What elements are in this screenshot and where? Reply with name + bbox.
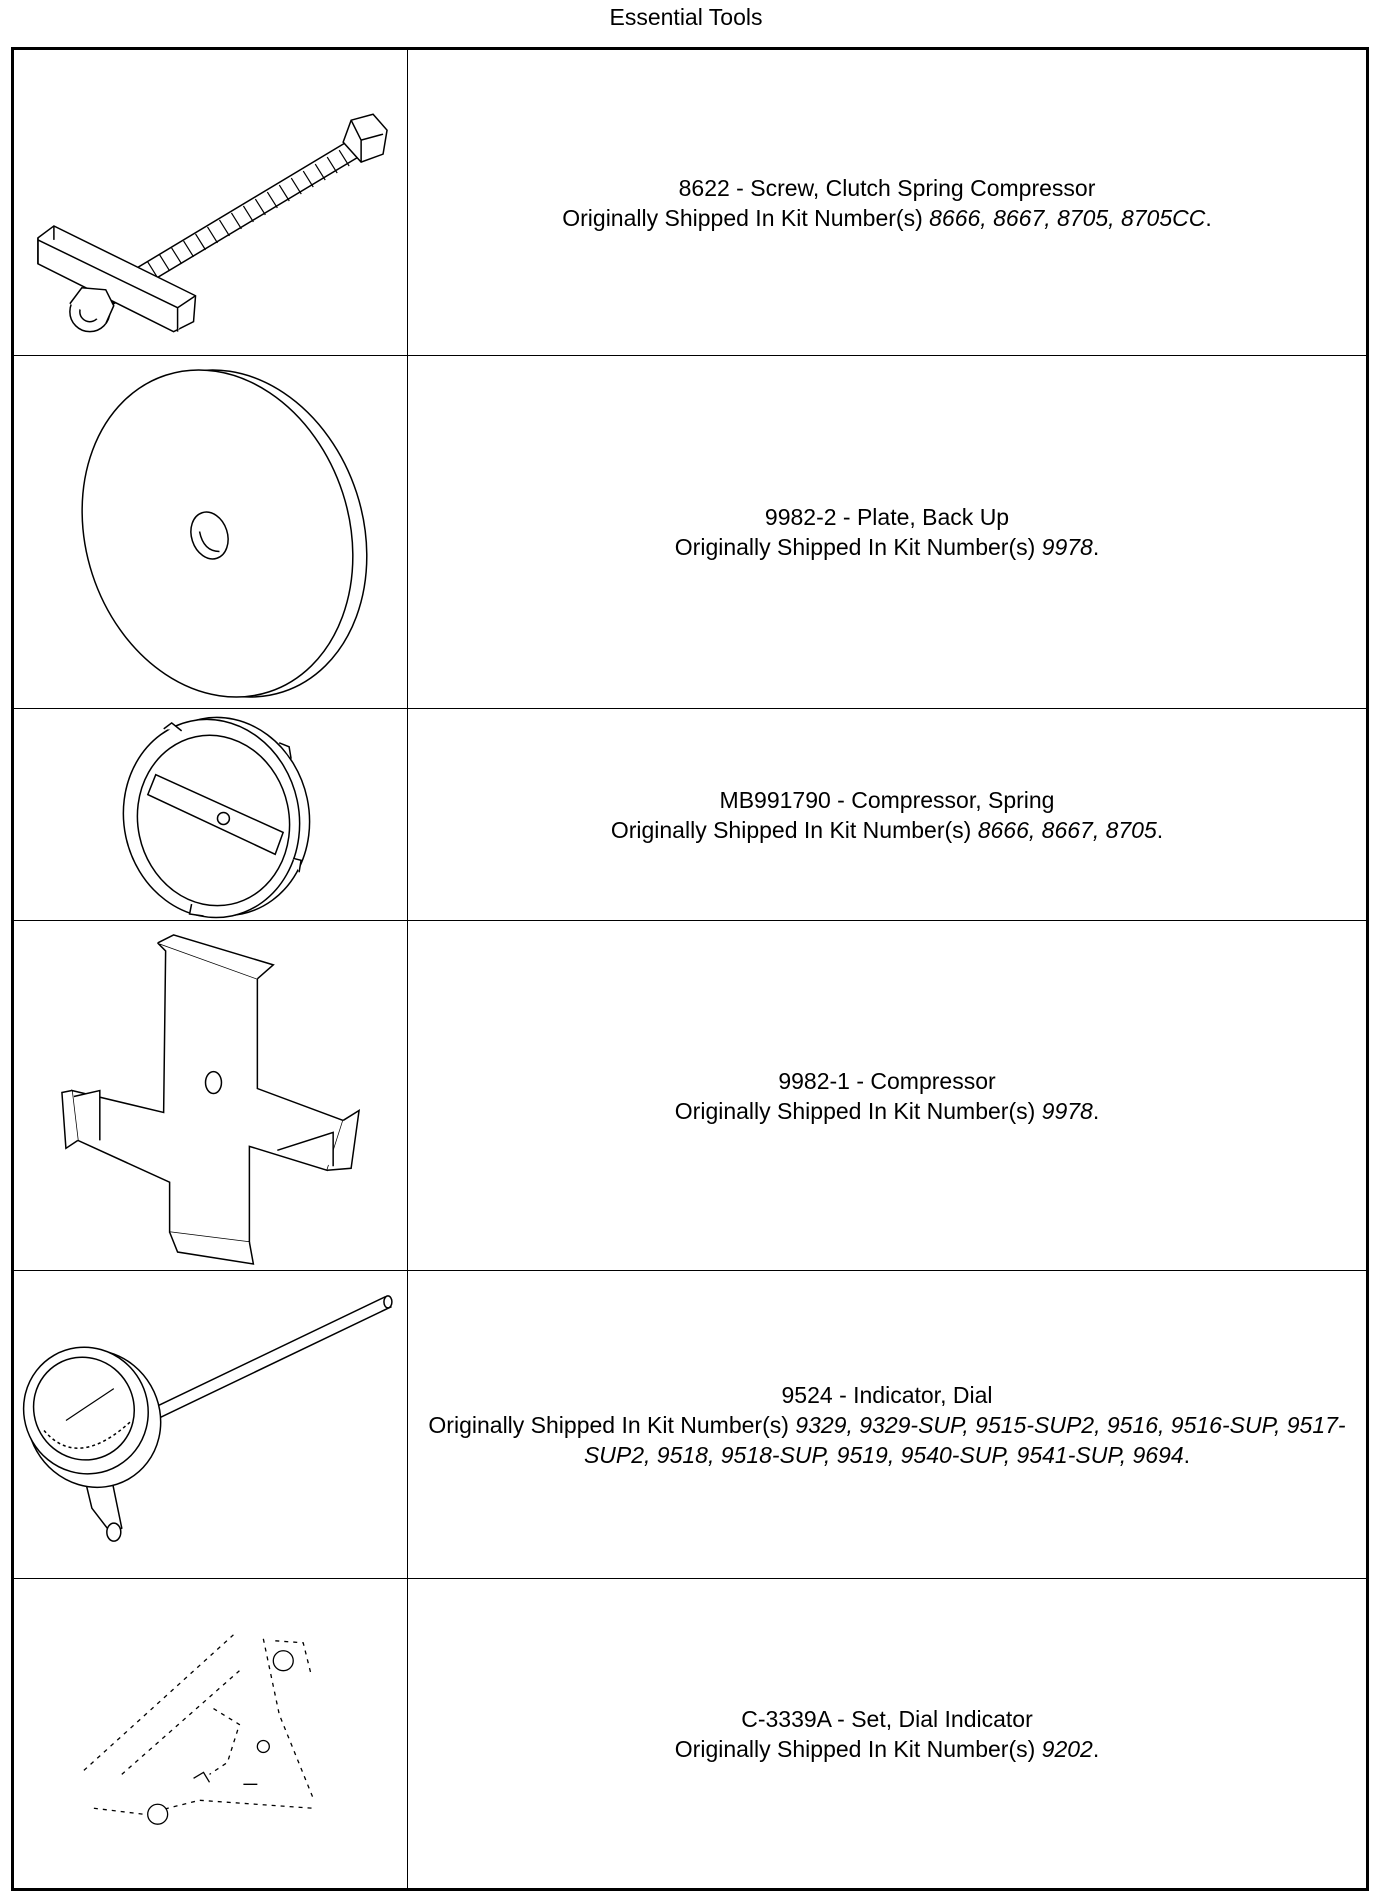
kit-prefix: Originally Shipped In Kit Number(s) bbox=[428, 1411, 789, 1438]
kit-prefix: Originally Shipped In Kit Number(s) bbox=[674, 1097, 1036, 1124]
tool-title: 9982-1 - Compressor bbox=[778, 1067, 996, 1094]
tool-image-cell bbox=[14, 50, 408, 355]
tool-title: MB991790 - Compressor, Spring bbox=[719, 786, 1055, 813]
dial-indicator-illustration bbox=[14, 1271, 407, 1578]
tool-kits: Originally Shipped In Kit Number(s) 9202. bbox=[674, 1735, 1100, 1762]
kit-numbers: 9329, 9329-SUP, 9515-SUP2, 9516, 9516-SUP, 9517-SUP2, 9518, 9518-SUP, 9519, 9540-SUP, 9541-SUP, 9694 bbox=[583, 1411, 1346, 1468]
tool-image-cell bbox=[14, 1271, 408, 1578]
tool-title: 8622 - Screw, Clutch Spring Compressor bbox=[678, 174, 1096, 201]
kit-prefix: Originally Shipped In Kit Number(s) bbox=[674, 1735, 1036, 1762]
kit-numbers: 9978 bbox=[1041, 1097, 1093, 1124]
tool-row bbox=[14, 708, 1366, 920]
kit-numbers: 9978 bbox=[1041, 534, 1093, 560]
tool-description bbox=[408, 709, 1366, 920]
tool-row bbox=[14, 920, 1366, 1270]
tool-title: C-3339A - Set, Dial Indicator bbox=[741, 1705, 1033, 1732]
clutch-spring-compressor-screw-illustration bbox=[14, 50, 407, 355]
tool-image-cell bbox=[14, 1579, 408, 1888]
tool-kits: Originally Shipped In Kit Number(s) 8666, 8667, 8705. bbox=[610, 816, 1164, 843]
tool-description bbox=[408, 1579, 1366, 1888]
tool-description bbox=[408, 1271, 1366, 1578]
tool-row bbox=[14, 50, 1366, 355]
kit-prefix: Originally Shipped In Kit Number(s) bbox=[674, 534, 1036, 560]
spring-compressor-ring-illustration bbox=[14, 709, 407, 920]
tool-description bbox=[408, 921, 1366, 1270]
tool-image-cell bbox=[14, 356, 408, 708]
tool-kits: Originally Shipped In Kit Number(s) 8666, 8667, 8705, 8705CC. bbox=[562, 204, 1212, 231]
kit-prefix: Originally Shipped In Kit Number(s) bbox=[610, 816, 972, 843]
tool-kits: Originally Shipped In Kit Number(s) 9978. bbox=[674, 534, 1100, 560]
tool-description bbox=[408, 356, 1366, 708]
page-title: Essential Tools bbox=[609, 4, 763, 30]
tool-kits: Originally Shipped In Kit Number(s) 9329, 9329-SUP, 9515-SUP2, 9516, 9516-SUP, 9517-SUP2, 9518, 9518-SUP, 9519, 9540-SUP, 9541-SUP, 9694. bbox=[428, 1411, 1346, 1468]
kit-numbers: 8666, 8667, 8705, 8705CC bbox=[929, 204, 1206, 231]
kit-prefix: Originally Shipped In Kit Number(s) bbox=[562, 204, 923, 231]
tool-row bbox=[14, 355, 1366, 708]
back-up-plate-illustration bbox=[14, 356, 407, 708]
tool-title: 9524 - Indicator, Dial bbox=[781, 1381, 993, 1408]
cross-compressor-illustration bbox=[14, 921, 407, 1270]
tools-table bbox=[11, 47, 1369, 1891]
tool-row bbox=[14, 1578, 1366, 1888]
tool-image-cell bbox=[14, 709, 408, 920]
kit-numbers: 9202 bbox=[1041, 1735, 1093, 1762]
tool-title: 9982-2 - Plate, Back Up bbox=[764, 504, 1010, 530]
tool-image-cell bbox=[14, 921, 408, 1270]
tool-row bbox=[14, 1270, 1366, 1578]
tool-description bbox=[408, 50, 1366, 355]
tool-kits: Originally Shipped In Kit Number(s) 9978. bbox=[674, 1097, 1100, 1124]
kit-numbers: 8666, 8667, 8705 bbox=[977, 816, 1157, 843]
dial-indicator-set-illustration bbox=[14, 1579, 407, 1888]
